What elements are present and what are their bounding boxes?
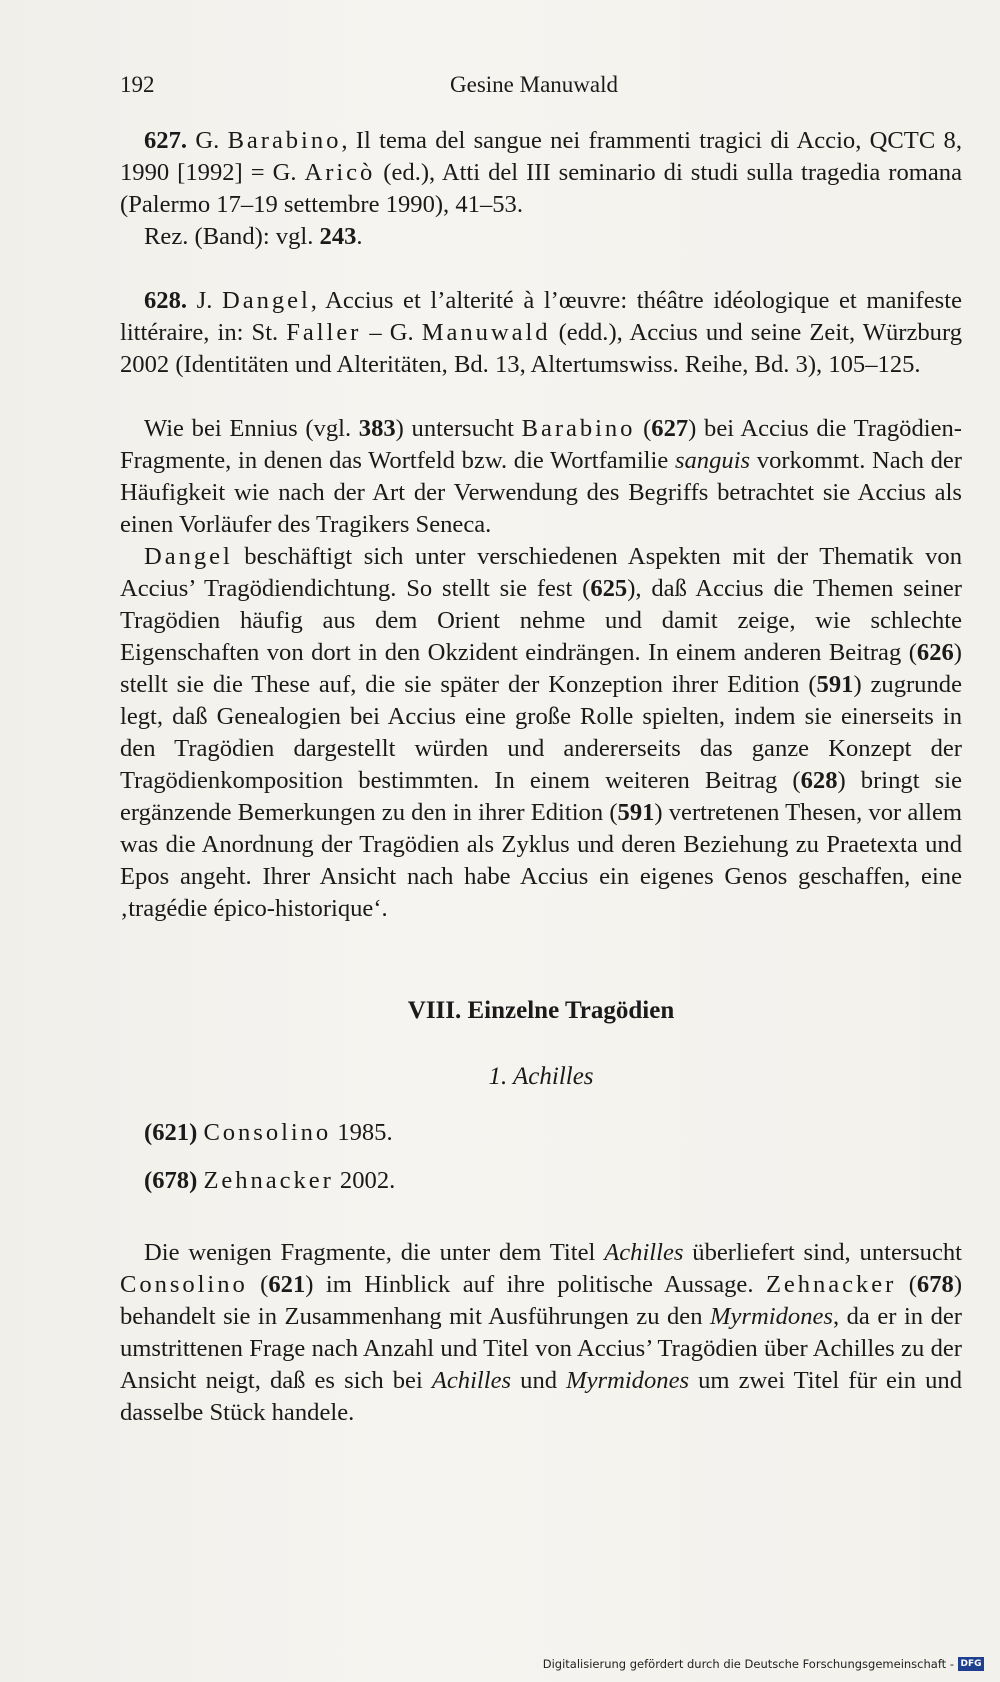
cross-reference: 626 <box>916 639 954 666</box>
editor-name: Manuwald <box>421 319 551 346</box>
cross-reference: 678 <box>916 1271 954 1298</box>
page-header <box>120 72 965 106</box>
entry-628-citation: 628. J. Dangel, Accius et l’alterité à l’œuvre: théâtre idéologique et manifeste littéraire, in: St. Faller – G. Manuwald (edd.), Accius und seine Zeit, Würzburg 2002 (Identitäten und Alteritäten, Bd. 13, Altertumswiss. Reihe, Bd. 3), 105–125. <box>120 287 962 378</box>
dfg-logo-icon: DFG <box>958 1657 984 1671</box>
reference-item: (621) Consolino 1985. <box>144 1119 393 1146</box>
latin-term: sanguis <box>674 447 751 474</box>
cross-reference: 621 <box>268 1271 306 1298</box>
cross-reference: 243 <box>319 223 357 250</box>
entry-number: 627. <box>144 127 188 154</box>
editor-name: Aricò <box>304 159 376 186</box>
entry-number: 628. <box>144 287 188 314</box>
paragraph-barabino: Wie bei Ennius (vgl. 383) untersucht Barabino (627) bei Accius die Tragödien-Fragmente, in denen das Wortfeld bzw. die Wortfamilie sanguis vorkommt. Nach der Häufigkeit wie nach der Art der Verwendung des Begriffs betrachtet sie Accius als einen Vorläufer des Tragikers Seneca. <box>120 415 963 538</box>
work-title: Myrmidones <box>710 1303 833 1330</box>
footer-text: Digitalisierung gefördert durch die Deutsche Forschungsgemeinschaft - <box>542 1657 954 1671</box>
section-heading: VIII. Einzelne Tragödien <box>407 997 675 1024</box>
work-title: Achilles <box>431 1367 512 1394</box>
author-name: Zehnacker <box>765 1271 897 1298</box>
cross-reference: 628 <box>800 767 838 794</box>
discussion-text <box>120 413 962 925</box>
entry-627-citation: 627. G. Barabino, Il tema del sangue nei frammenti tragici di Accio, QCTC 8, 1990 [1992] = G. Aricò (ed.), Atti del III seminario di studi sulla tragedia romana (Palermo 17–19 settembre 1990), 41–53. <box>120 127 962 218</box>
cross-reference: 625 <box>590 575 628 602</box>
digitization-footer <box>543 1654 984 1674</box>
author-name: Barabino <box>227 127 342 154</box>
bibliography-entry-628 <box>120 285 962 381</box>
reference-item: (678) Zehnacker 2002. <box>144 1167 396 1194</box>
bibliography-entry-627 <box>120 125 962 253</box>
entry-627-review: Rez. (Band): vgl. 243. <box>144 223 363 250</box>
achilles-discussion <box>120 1237 962 1429</box>
paragraph-dangel: Dangel beschäftigt sich unter verschiedenen Aspekten mit der Thematik von Accius’ Tragödiendichtung. So stellt sie fest (625), daß Accius die Themen seiner Tragödien häufig aus dem Orient nehme und damit zeige, wie schlechte Eigenschaften von dort in den Okzident eindrängen. In einem anderen Beitrag (626) stellt sie die These auf, die sie später der Konzeption ihrer Edition (591) zugrunde legt, daß Genealogien bei Accius eine große Rolle spielten, indem sie einerseits in den Tragödien dargestellt würden und andererseits das ganze Konzept der Tragödienkomposition bestimmten. In einem weiteren Beitrag (628) bringt sie ergänzende Bemerkungen zu den in ihrer Edition (591) vertretenen Thesen, vor allem was die Anordnung der Tragödien als Zyklus und deren Beziehung zu Praetexta und Epos angeht. Ihrer Ansicht nach habe Accius ein eigenes Genos geschaffen, eine ‚tragédie épico-historique‘. <box>120 543 962 922</box>
author-name: Dangel <box>222 287 311 314</box>
cross-reference: 591 <box>816 671 854 698</box>
reference-list <box>120 1117 962 1197</box>
page-body <box>120 125 962 1429</box>
author-name: Barabino <box>521 415 636 442</box>
author-name: Consolino <box>120 1271 248 1298</box>
running-head: Gesine Manuwald <box>450 72 618 97</box>
author-name: Consolino <box>203 1119 332 1146</box>
cross-reference: 591 <box>617 799 655 826</box>
author-name: Zehnacker <box>203 1167 334 1194</box>
subsection-heading: 1. Achilles <box>488 1063 594 1090</box>
editor-name: Faller <box>286 319 362 346</box>
author-name: Dangel <box>144 543 233 570</box>
work-title: Achilles <box>604 1239 684 1266</box>
cross-reference: 627 <box>651 415 689 442</box>
cross-reference: 383 <box>358 415 396 442</box>
page-number: 192 <box>120 72 155 97</box>
work-title: Myrmidones <box>566 1367 690 1394</box>
paragraph-achilles: Die wenigen Fragmente, die unter dem Titel Achilles überliefert sind, untersucht Consolino (621) im Hinblick auf ihre politische Aussage. Zehnacker (678) behandelt sie in Zusammenhang mit Ausführungen zu den Myrmidones, da er in der umstrittenen Frage nach Anzahl und Titel von Accius’ Tragödien über Achilles zu der Ansicht neigt, daß es sich bei Achilles und Myrmidones um zwei Titel für ein und dasselbe Stück handele. <box>120 1239 963 1426</box>
